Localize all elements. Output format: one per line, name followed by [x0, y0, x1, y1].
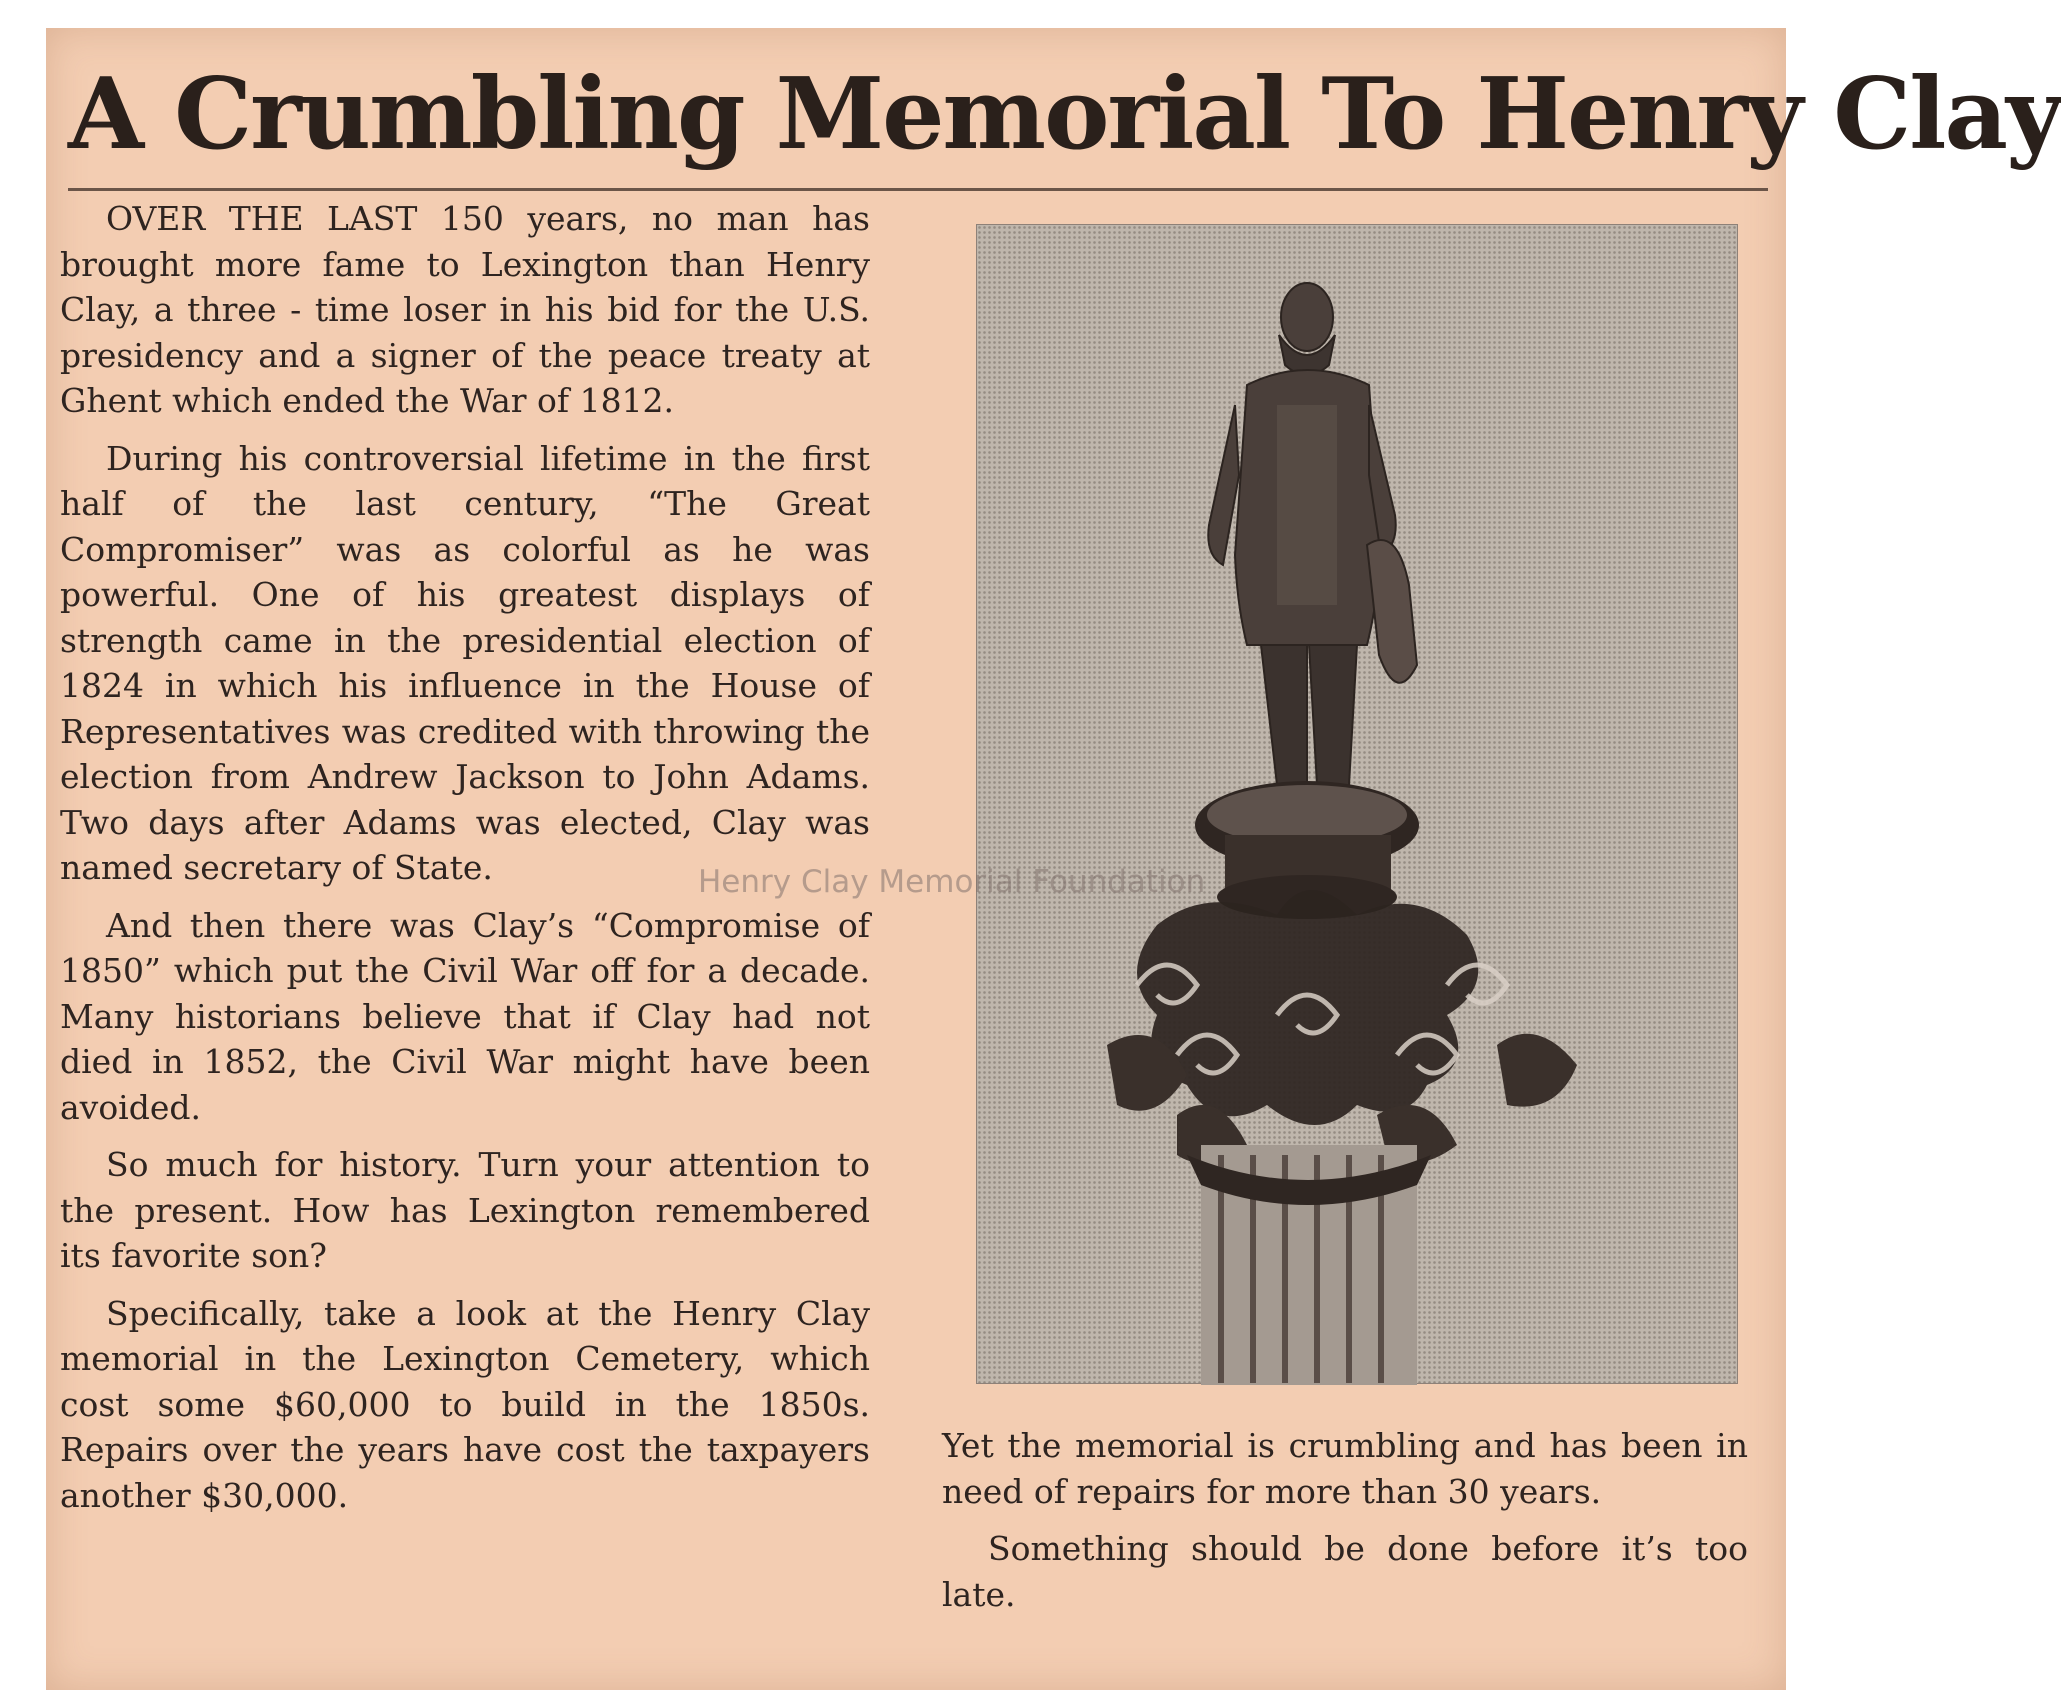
statue-illustration: [977, 225, 1737, 1383]
article-paragraph: So much for history. Turn your attention to the present. How has Lexington remembered its favorite son?: [60, 1145, 870, 1275]
scan-margin: [0, 0, 46, 1704]
watermark: Henry Clay Memorial Foundation: [698, 864, 1206, 900]
article-paragraph: Something should be done before it’s too late.: [942, 1529, 1748, 1614]
headline-rule: [68, 188, 1768, 191]
article-paragraph: And then there was Clay’s “Compromise of 1850” which put the Civil War off for a decade. Many historians believe that if Clay had not died in 1852, the Civil War might have been avoided.: [60, 905, 870, 1127]
article-paragraph: During his controversial lifetime in the first half of the last century, “The Great Compromiser” was as colorful as he was powerful. One of his greatest displays of strength came in the presidential election of 1824 in which his influence in the House of Representatives was credited with throwing the election from Andrew Jackson to John Adams. Two days after Adams was elected, Clay was named secretary of State.: [60, 438, 870, 887]
article-paragraph: Specifically, take a look at the Henry Clay memorial in the Lexington Cemetery, which cost some $60,000 to build in the 1850s. Repairs over the years have cost the taxpayers another $30,000.: [60, 1293, 870, 1515]
article-paragraph: OVER THE LAST 150 years, no man has brought more fame to Lexington than Henry Clay, a three - time loser in his bid for the U.S. presidency and a signer of the peace treaty at Ghent which ended the War of 1812.: [60, 199, 870, 420]
statue-photo: [976, 224, 1738, 1384]
article-column-left: [60, 196, 870, 1530]
newspaper-clipping: [46, 28, 2061, 1690]
article-paragraph: Yet the memorial is crumbling and has been in need of repairs for more than 30 years.: [942, 1426, 1748, 1511]
article-column-right: [942, 1423, 1748, 1629]
headline: A Crumbling Memorial To Henry Clay: [68, 57, 2061, 172]
